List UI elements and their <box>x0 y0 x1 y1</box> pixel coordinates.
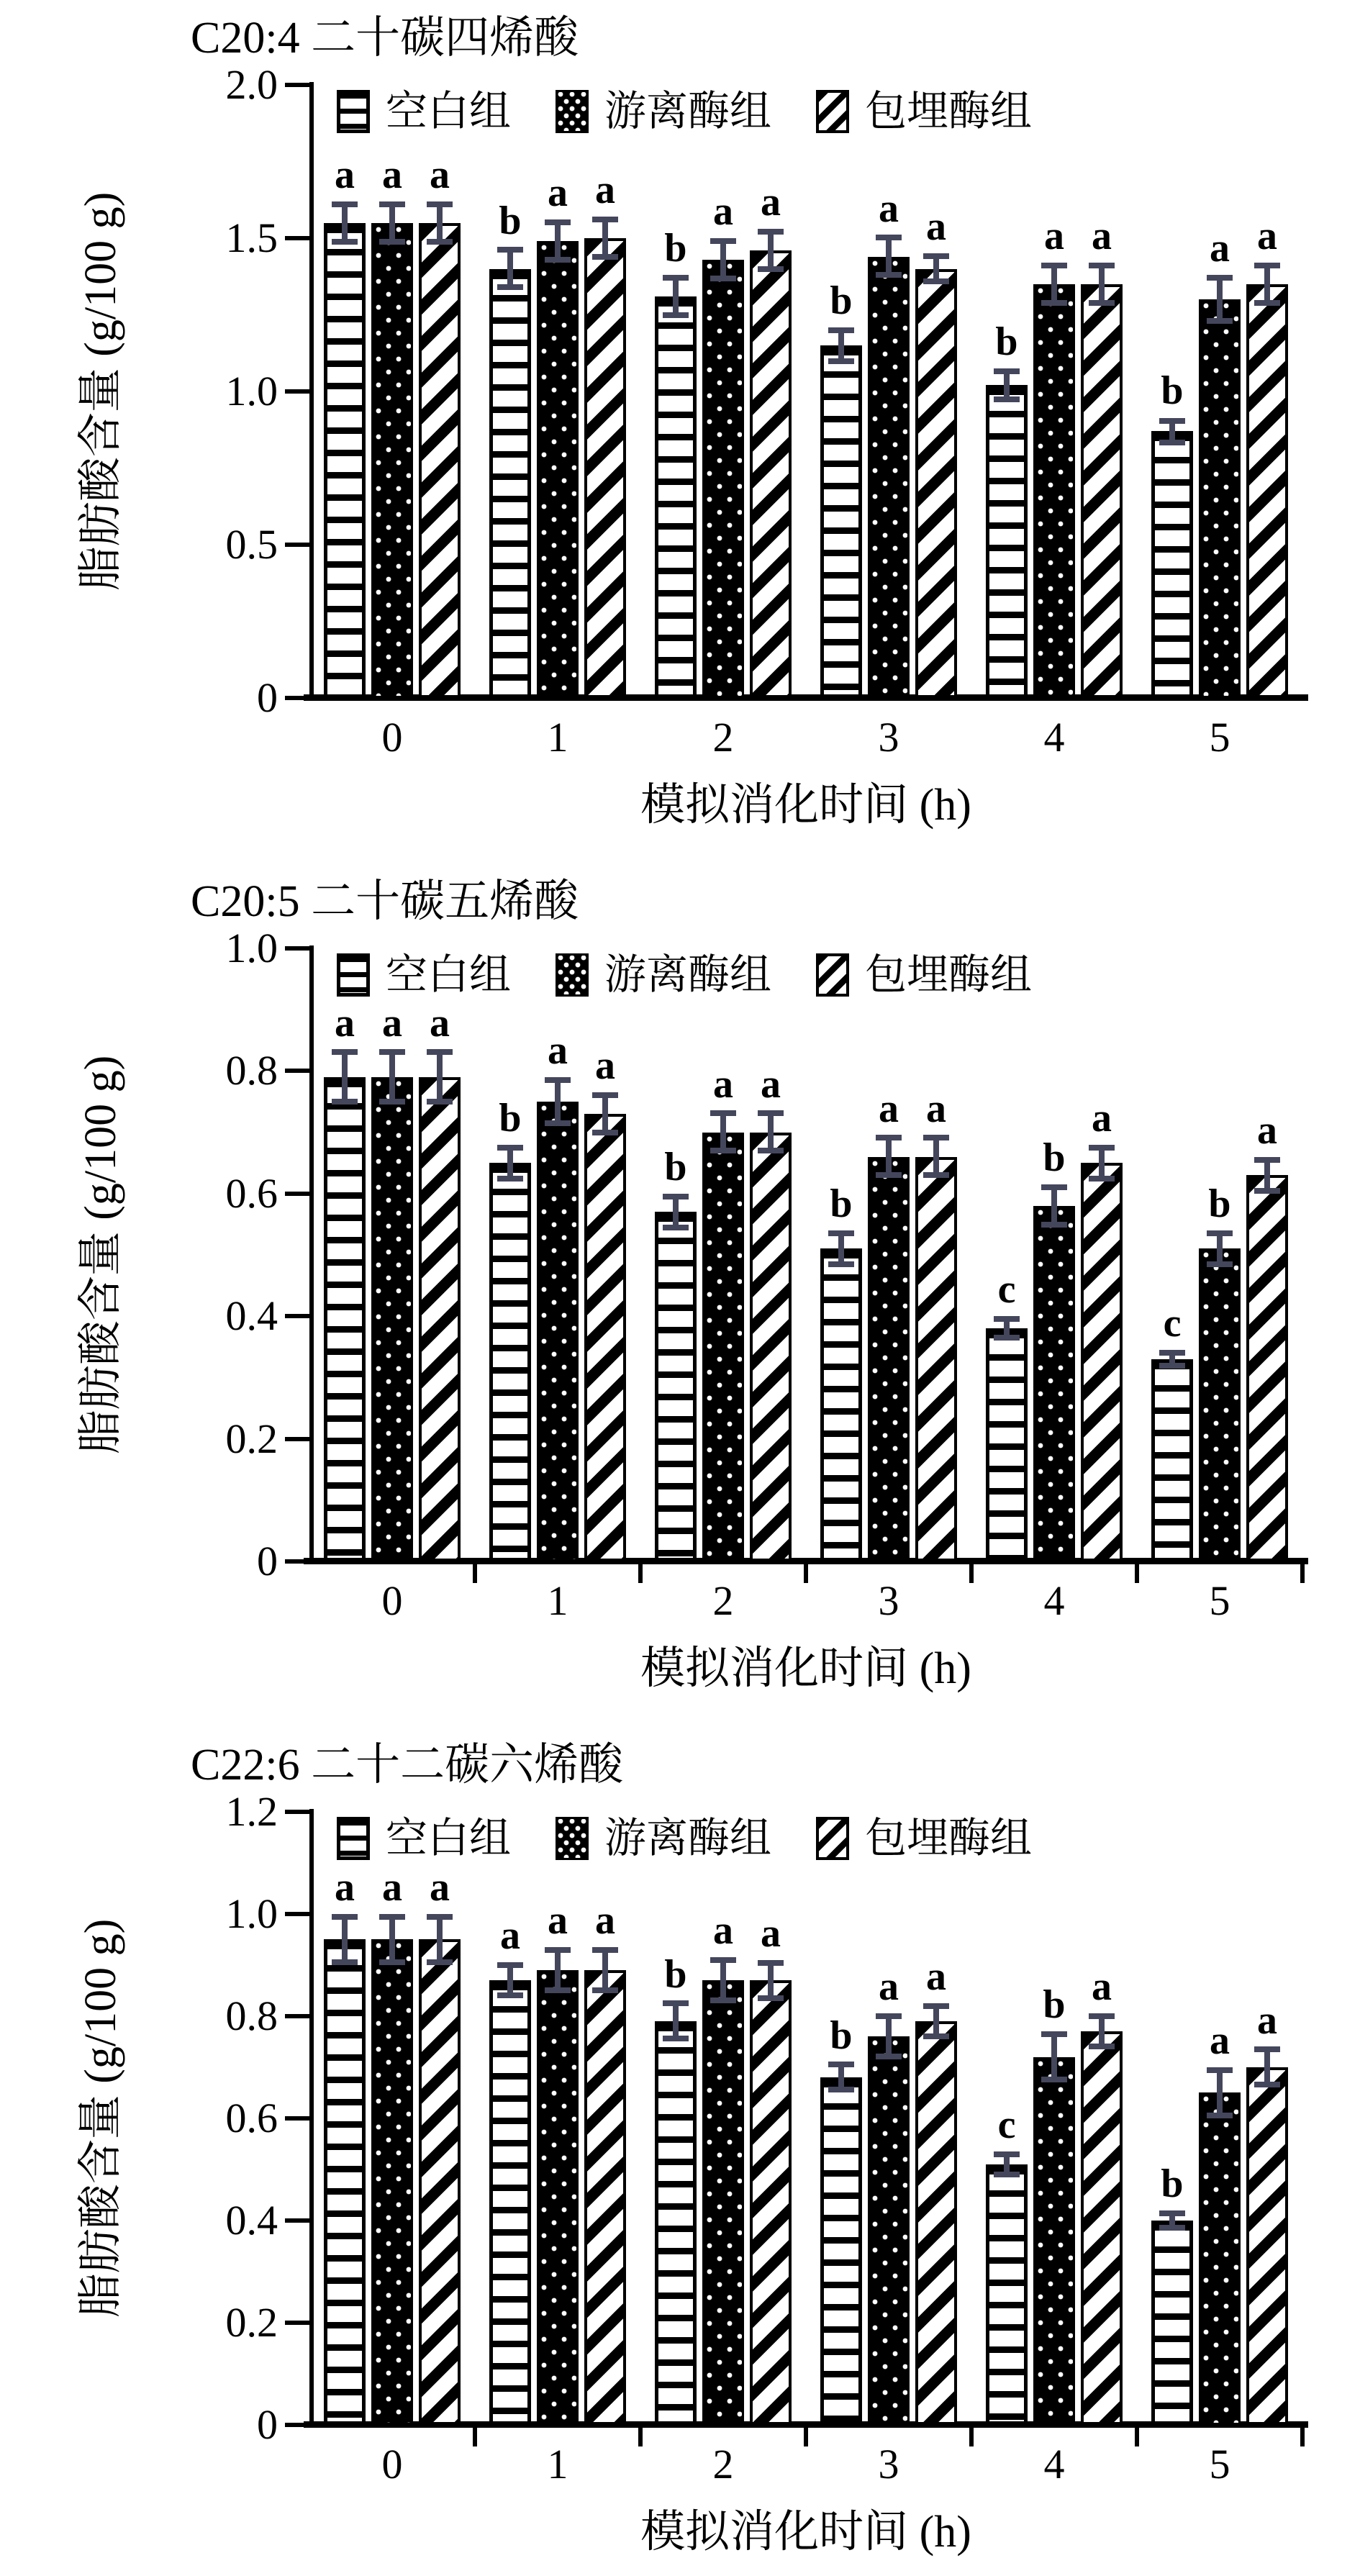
significance-letter: a <box>1044 214 1064 258</box>
bar-diag-t0 <box>419 1939 461 2425</box>
significance-letter: a <box>1257 214 1277 258</box>
x-tick-label: 4 <box>1043 2441 1065 2487</box>
error-bar <box>828 2062 854 2092</box>
significance-letter: a <box>595 168 615 212</box>
bar-diag-t2 <box>750 1980 792 2425</box>
y-tick <box>285 2014 309 2018</box>
plot-area <box>225 925 1302 1693</box>
legend-label: 包埋酶组 <box>865 951 1033 998</box>
y-tick <box>285 1069 309 1073</box>
error-bar <box>710 1110 736 1153</box>
significance-letter: a <box>382 153 402 197</box>
y-tick-label: 0 <box>257 2401 278 2448</box>
significance-letter: a <box>713 1908 733 1953</box>
error-bar <box>1041 1184 1067 1228</box>
error-bar <box>379 1049 405 1105</box>
bar-dots-t5 <box>1199 2092 1241 2425</box>
error-bar <box>758 1110 784 1153</box>
y-tick <box>285 2218 309 2223</box>
significance-letter: a <box>335 153 355 197</box>
error-bar <box>497 247 523 290</box>
significance-letter: a <box>879 1964 899 2009</box>
bar-diag-t2 <box>750 1133 792 1561</box>
x-tick-label: 2 <box>712 1577 734 1624</box>
bar-hlines-t1 <box>489 1163 531 1561</box>
significance-letter: a <box>500 1913 520 1958</box>
legend-swatch-diag-icon <box>816 90 849 133</box>
legend <box>337 1815 1032 1862</box>
error-bar <box>545 1947 571 1993</box>
y-tick-label: 0.5 <box>225 521 278 568</box>
bar-diag-t5 <box>1246 2067 1288 2425</box>
error-bar <box>663 2000 689 2041</box>
chart-title: C20:5 二十碳五烯酸 <box>191 877 579 926</box>
significance-letter: a <box>1092 214 1112 258</box>
y-tick-label: 1.0 <box>225 368 278 414</box>
error-bar <box>545 219 571 263</box>
error-bar <box>663 1194 689 1230</box>
significance-letter: a <box>1092 1964 1112 2009</box>
bar-diag-t0 <box>419 223 461 698</box>
legend <box>337 88 1032 135</box>
significance-letter: b <box>499 199 522 243</box>
y-tick-label: 2.0 <box>225 61 278 108</box>
x-tick-label: 1 <box>547 1577 568 1624</box>
legend-swatch-diag-icon <box>816 953 849 997</box>
y-tick <box>285 1314 309 1318</box>
significance-letter: a <box>382 1865 402 1910</box>
bar-hlines-t2 <box>655 2021 697 2425</box>
chart-title: C20:4 二十碳四烯酸 <box>191 14 579 63</box>
significance-letter: b <box>1043 1982 1066 2027</box>
legend-swatch-dots-icon <box>556 953 589 997</box>
error-bar <box>1207 2067 1233 2118</box>
error-bar <box>1089 1145 1115 1182</box>
bar-dots-t2 <box>702 260 744 698</box>
bar-dots-t4 <box>1033 1206 1075 1561</box>
x-tick-label: 1 <box>547 2441 568 2487</box>
significance-letter: a <box>595 1898 615 1943</box>
bar-dots-t4 <box>1033 2057 1075 2425</box>
y-tick-label: 1.5 <box>225 214 278 261</box>
x-axis-label: 模拟消化时间 (h) <box>640 781 971 830</box>
legend-swatch-hlines-icon <box>337 953 370 997</box>
legend-item-hlines <box>337 88 511 135</box>
legend <box>337 951 1032 999</box>
significance-letter: a <box>1210 226 1230 271</box>
error-bar <box>828 327 854 364</box>
error-bar <box>994 2151 1020 2177</box>
significance-letter: b <box>499 1096 522 1140</box>
bar-hlines-t4 <box>986 385 1028 698</box>
error-bar <box>1254 263 1280 306</box>
error-bar <box>1254 1157 1280 1194</box>
error-bar <box>592 1092 618 1135</box>
error-bar <box>710 238 736 281</box>
error-bar <box>427 1914 453 1965</box>
x-tick-label: 0 <box>381 714 403 761</box>
legend-swatch-dots-icon <box>556 1817 589 1860</box>
y-tick <box>285 946 309 951</box>
legend-label: 包埋酶组 <box>865 1815 1033 1861</box>
y-tick <box>285 543 309 547</box>
x-tick-label: 5 <box>1209 1577 1230 1624</box>
significance-letter: c <box>997 1267 1016 1312</box>
legend-label: 包埋酶组 <box>865 88 1033 135</box>
significance-letter: a <box>1257 1998 1277 2043</box>
legend-label: 游离酶组 <box>604 951 772 998</box>
legend-swatch-diag-icon <box>816 1817 849 1860</box>
error-bar <box>758 229 784 272</box>
legend-item-dots <box>556 951 771 999</box>
bar-hlines-t5 <box>1151 431 1193 698</box>
bar-dots-t2 <box>702 1133 744 1561</box>
x-tick-label: 0 <box>381 1577 403 1624</box>
y-tick-label: 0 <box>257 674 278 721</box>
x-tick-label: 4 <box>1043 714 1065 761</box>
significance-letter: a <box>879 1087 899 1131</box>
error-bar <box>592 1947 618 1993</box>
y-tick <box>285 2321 309 2325</box>
bar-diag-t3 <box>915 1157 957 1561</box>
significance-letter: c <box>1163 1301 1182 1346</box>
bar-dots-t0 <box>371 1939 413 2425</box>
x-tick-label: 5 <box>1209 714 1230 761</box>
significance-letter: a <box>548 171 568 215</box>
y-tick <box>285 236 309 240</box>
y-tick-label: 0.4 <box>225 2197 278 2244</box>
x-tick-label: 1 <box>547 714 568 761</box>
significance-letter: a <box>926 204 946 249</box>
bar-hlines-t5 <box>1151 1359 1193 1561</box>
error-bar <box>427 1049 453 1105</box>
y-tick-label: 0.6 <box>225 2095 278 2141</box>
error-bar <box>1041 2031 1067 2082</box>
error-bar <box>592 217 618 260</box>
bar-hlines-t3 <box>820 345 862 698</box>
bar-dots-t5 <box>1199 1248 1241 1561</box>
significance-letter: a <box>335 1865 355 1910</box>
error-bar <box>1159 418 1185 445</box>
error-bar <box>1207 1230 1233 1267</box>
significance-letter: a <box>548 1028 568 1073</box>
bar-hlines-t5 <box>1151 2221 1193 2425</box>
bar-diag-t3 <box>915 269 957 698</box>
chart-panel-2 <box>0 863 1360 1713</box>
significance-letter: a <box>926 1954 946 1999</box>
x-tick-label: 3 <box>878 714 899 761</box>
error-bar <box>379 201 405 245</box>
legend-label: 游离酶组 <box>604 1815 772 1861</box>
legend-item-diag <box>816 88 1032 135</box>
bar-diag-t3 <box>915 2021 957 2425</box>
legend-label: 空白组 <box>386 951 512 998</box>
error-bar <box>1089 2013 1115 2049</box>
legend-label: 空白组 <box>386 88 512 135</box>
x-axis-label: 模拟消化时间 (h) <box>640 2508 971 2557</box>
x-tick-label: 2 <box>712 2441 734 2487</box>
bar-hlines-t1 <box>489 1980 531 2425</box>
x-tick-label: 5 <box>1209 2441 1230 2487</box>
error-bar <box>828 1230 854 1267</box>
plot-area <box>225 1788 1302 2557</box>
y-tick-label: 0.2 <box>225 1415 278 1462</box>
bar-hlines-t4 <box>986 1328 1028 1561</box>
legend-item-diag <box>816 1815 1032 1862</box>
chart-title: C22:6 二十二碳六烯酸 <box>191 1741 624 1790</box>
x-tick-label: 0 <box>381 2441 403 2487</box>
bar-dots-t3 <box>868 257 910 698</box>
legend-swatch-hlines-icon <box>337 1817 370 1860</box>
significance-letter: b <box>664 1145 687 1189</box>
error-bar <box>1041 263 1067 306</box>
y-tick-label: 0.4 <box>225 1292 278 1340</box>
significance-letter: a <box>430 1001 450 1046</box>
bar-dots-t3 <box>868 2036 910 2425</box>
chart-panel-1 <box>0 0 1360 849</box>
bar-dots-t1 <box>537 1102 579 1561</box>
significance-letter: b <box>664 1952 687 1997</box>
legend-item-dots <box>556 1815 771 1862</box>
significance-letter: a <box>926 1087 946 1131</box>
bar-diag-t1 <box>584 1970 626 2425</box>
error-bar <box>710 1957 736 2003</box>
bar-dots-t4 <box>1033 284 1075 698</box>
bar-dots-t1 <box>537 1970 579 2425</box>
bar-dots-t2 <box>702 1980 744 2425</box>
significance-letter: b <box>830 2013 853 2058</box>
bar-diag-t1 <box>584 1114 626 1561</box>
x-tick-label: 2 <box>712 714 734 761</box>
bar-hlines-t1 <box>489 269 531 698</box>
y-tick-label: 1.0 <box>225 925 278 971</box>
y-axis-label: 脂肪酸含量 (g/100 g) <box>76 191 125 591</box>
bar-hlines-t2 <box>655 296 697 698</box>
significance-letter: b <box>830 1182 853 1226</box>
significance-letter: a <box>595 1043 615 1088</box>
x-tick-label: 4 <box>1043 1577 1065 1624</box>
y-tick-label: 1.0 <box>225 1890 278 1937</box>
error-bar <box>994 368 1020 402</box>
significance-letter: a <box>1092 1096 1112 1140</box>
error-bar <box>1254 2046 1280 2087</box>
bar-diag-t4 <box>1081 284 1123 698</box>
legend-swatch-hlines-icon <box>337 90 370 133</box>
bar-hlines-t2 <box>655 1212 697 1561</box>
y-tick-label: 0.8 <box>225 1992 278 2039</box>
y-tick <box>285 83 309 87</box>
y-tick-label: 1.2 <box>225 1788 278 1835</box>
legend-item-hlines <box>337 1815 511 1862</box>
error-bar <box>1207 275 1233 324</box>
significance-letter: a <box>430 1865 450 1910</box>
y-tick <box>285 1912 309 1916</box>
x-axis-label: 模拟消化时间 (h) <box>640 1644 971 1693</box>
bar-diag-t0 <box>419 1077 461 1561</box>
significance-letter: a <box>761 1911 781 1956</box>
bar-diag-t1 <box>584 238 626 698</box>
significance-letter: a <box>335 1001 355 1046</box>
error-bar <box>332 1914 358 1965</box>
significance-letter: b <box>995 319 1018 364</box>
legend-swatch-dots-icon <box>556 90 589 133</box>
bar-diag-t5 <box>1246 284 1288 698</box>
error-bar <box>923 253 949 284</box>
y-tick <box>285 696 309 700</box>
bar-hlines-t3 <box>820 1248 862 1561</box>
error-bar <box>923 1135 949 1178</box>
error-bar <box>876 1135 902 1178</box>
error-bar <box>1159 2210 1185 2231</box>
y-axis-label: 脂肪酸含量 (g/100 g) <box>76 1918 125 2318</box>
bar-dots-t1 <box>537 241 579 698</box>
error-bar <box>379 1914 405 1965</box>
error-bar <box>497 1962 523 1998</box>
error-bar <box>876 2013 902 2059</box>
y-tick <box>285 389 309 394</box>
error-bar <box>663 275 689 318</box>
significance-letter: a <box>1257 1108 1277 1153</box>
y-tick <box>285 1559 309 1564</box>
error-bar <box>332 1049 358 1105</box>
significance-letter: a <box>713 189 733 234</box>
error-bar <box>923 2003 949 2039</box>
significance-letter: b <box>1161 2162 1184 2206</box>
significance-letter: b <box>830 278 853 323</box>
significance-letter: a <box>382 1001 402 1046</box>
x-tick-label: 3 <box>878 2441 899 2487</box>
significance-letter: a <box>1210 2018 1230 2063</box>
bar-diag-t4 <box>1081 2031 1123 2425</box>
x-tick-label: 3 <box>878 1577 899 1624</box>
bar-hlines-t0 <box>324 1077 366 1561</box>
error-bar <box>332 201 358 245</box>
legend-item-hlines <box>337 951 511 999</box>
significance-letter: b <box>1161 368 1184 413</box>
bar-hlines-t3 <box>820 2077 862 2425</box>
significance-letter: b <box>1043 1135 1066 1180</box>
bar-diag-t4 <box>1081 1163 1123 1561</box>
significance-letter: a <box>761 1062 781 1107</box>
significance-letter: a <box>761 180 781 225</box>
significance-letter: c <box>997 2103 1016 2147</box>
y-tick <box>285 2423 309 2427</box>
significance-letter: b <box>664 226 687 271</box>
bar-dots-t3 <box>868 1157 910 1561</box>
bar-hlines-t0 <box>324 223 366 698</box>
y-tick-label: 0.2 <box>225 2299 278 2346</box>
bar-diag-t5 <box>1246 1175 1288 1561</box>
bar-hlines-t0 <box>324 1939 366 2425</box>
y-axis-label: 脂肪酸含量 (g/100 g) <box>76 1055 125 1455</box>
bar-dots-t0 <box>371 223 413 698</box>
y-tick-label: 0.6 <box>225 1169 278 1217</box>
legend-item-diag <box>816 951 1032 999</box>
bar-hlines-t4 <box>986 2164 1028 2425</box>
error-bar <box>427 201 453 245</box>
y-tick <box>285 1810 309 1814</box>
significance-letter: a <box>713 1062 733 1107</box>
error-bar <box>1159 1350 1185 1369</box>
legend-label: 空白组 <box>386 1815 512 1861</box>
legend-label: 游离酶组 <box>604 88 772 135</box>
chart-panel-3 <box>0 1727 1360 2576</box>
error-bar <box>758 1960 784 2001</box>
plot-area <box>225 61 1302 830</box>
y-tick <box>285 1437 309 1441</box>
error-bar <box>1089 263 1115 306</box>
y-tick <box>285 1192 309 1196</box>
significance-letter: a <box>548 1898 568 1943</box>
bar-diag-t2 <box>750 250 792 698</box>
y-tick-label: 0.8 <box>225 1047 278 1094</box>
bar-dots-t5 <box>1199 299 1241 698</box>
error-bar <box>497 1145 523 1182</box>
legend-item-dots <box>556 88 771 135</box>
significance-letter: a <box>430 153 450 197</box>
y-tick <box>285 2116 309 2121</box>
significance-letter: b <box>1208 1182 1231 1226</box>
bar-dots-t0 <box>371 1077 413 1561</box>
y-tick-label: 0 <box>257 1538 278 1584</box>
significance-letter: a <box>879 186 899 231</box>
error-bar <box>994 1316 1020 1341</box>
